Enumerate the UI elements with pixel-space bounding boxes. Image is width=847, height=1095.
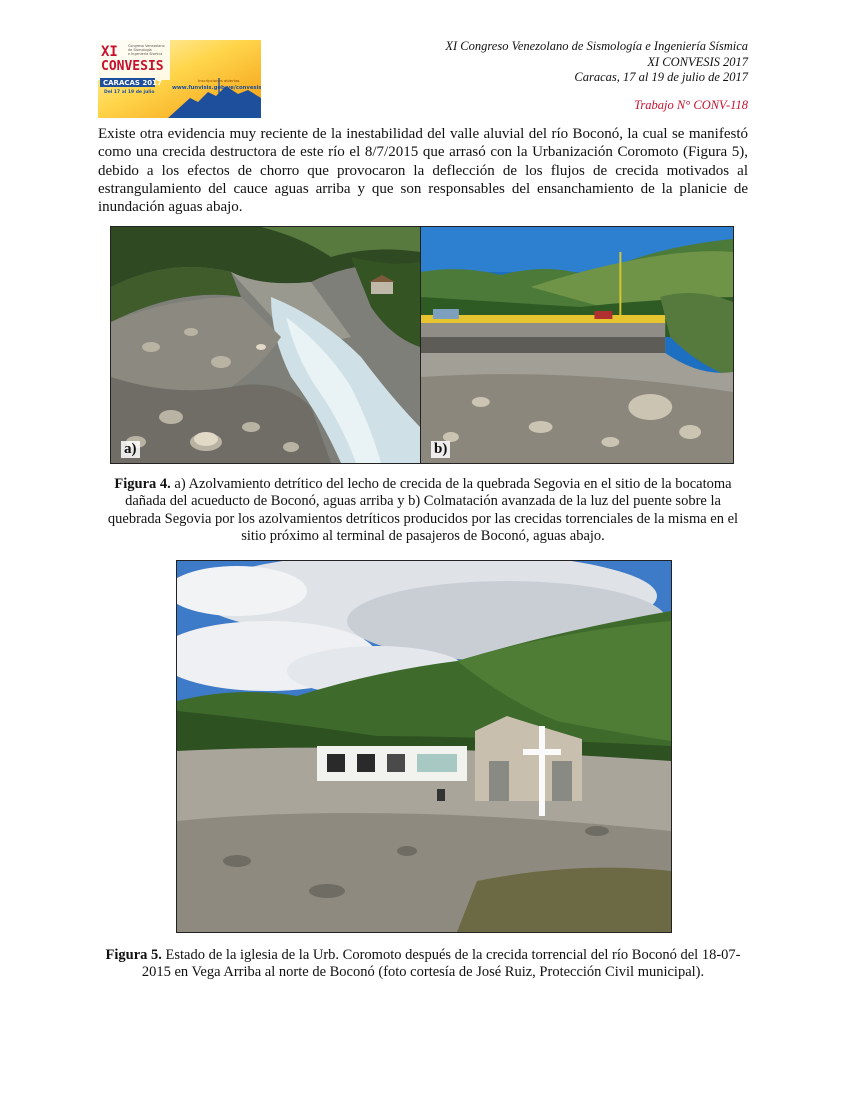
figure-4-caption-text: a) Azolvamiento detrítico del lecho de crecida de la quebrada Segovia en el sitio de la bocatoma dañada del acueducto de Boconó, aguas arriba y b) Colmatación avanzada de la luz del puente sobre la quebrada Segovia por los azolvamientos detríticos producidos por las crecidas torrenciales de la misma en el sitio próximo al terminal de pasajeros de Boconó, aguas abajo.	[107, 476, 739, 545]
figure-5-photo	[176, 560, 672, 933]
logo-url: www.funvisis.gob.ve/convesis	[172, 85, 261, 91]
logo-subtitle-2: de Sismología	[128, 48, 152, 52]
figure-5-caption	[98, 947, 748, 982]
logo-roman: XI	[101, 44, 118, 60]
page-header	[445, 39, 748, 113]
conference-edition: XI CONVESIS 2017	[647, 54, 748, 69]
logo-city: CARACAS 2017	[103, 79, 162, 87]
logo-subtitle-1: Congreso Venezolano	[128, 44, 165, 48]
logo-subtitle-3: e Ingeniería Sísmica	[128, 52, 163, 56]
paper-id: Trabajo N° CONV-118	[634, 97, 748, 112]
convesis-logo	[98, 40, 261, 118]
figure-4-caption	[98, 476, 748, 546]
figure-4b-photo	[421, 227, 733, 463]
figure-5-caption-text: Estado de la iglesia de la Urb. Coromoto después de la crecida torrencial del río Boconó del 18-07-2015 en Vega Arriba al norte de Boconó (foto cortesía de José Ruiz, Protección Civil municipal).	[141, 947, 741, 981]
logo-name: CONVESIS	[101, 59, 164, 74]
figure-5-caption-label: Figura 5.	[105, 947, 162, 963]
conference-date: Caracas, 17 al 19 de julio de 2017	[574, 70, 748, 84]
conference-title: XI Congreso Venezolano de Sismología e Ingeniería Sísmica	[445, 39, 748, 53]
figure-4a-label: a)	[121, 441, 140, 458]
logo-dates: Del 17 al 19 de julio	[104, 90, 155, 95]
logo-inscriptions: Inscripciones abiertas	[198, 78, 240, 83]
figure-4-caption-label: Figura 4.	[114, 476, 171, 492]
figure-4a-photo	[111, 227, 421, 463]
body-paragraph: Existe otra evidencia muy reciente de la inestabilidad del valle aluvial del río Boconó, la cual se manifestó como una crecida destructora de este río el 8/7/2015 que arrasó con la Urbanización Coromoto (Figura 5), debido a los efectos de chorro que provocaron la deflección de los flujos de crecida motivados al estrangulamiento del cauce aguas arriba y que son responsables del ensanchamiento de la planicie de inundación aguas abajo.	[98, 126, 748, 216]
figure-4	[110, 226, 734, 464]
figure-4b-label: b)	[431, 441, 450, 458]
